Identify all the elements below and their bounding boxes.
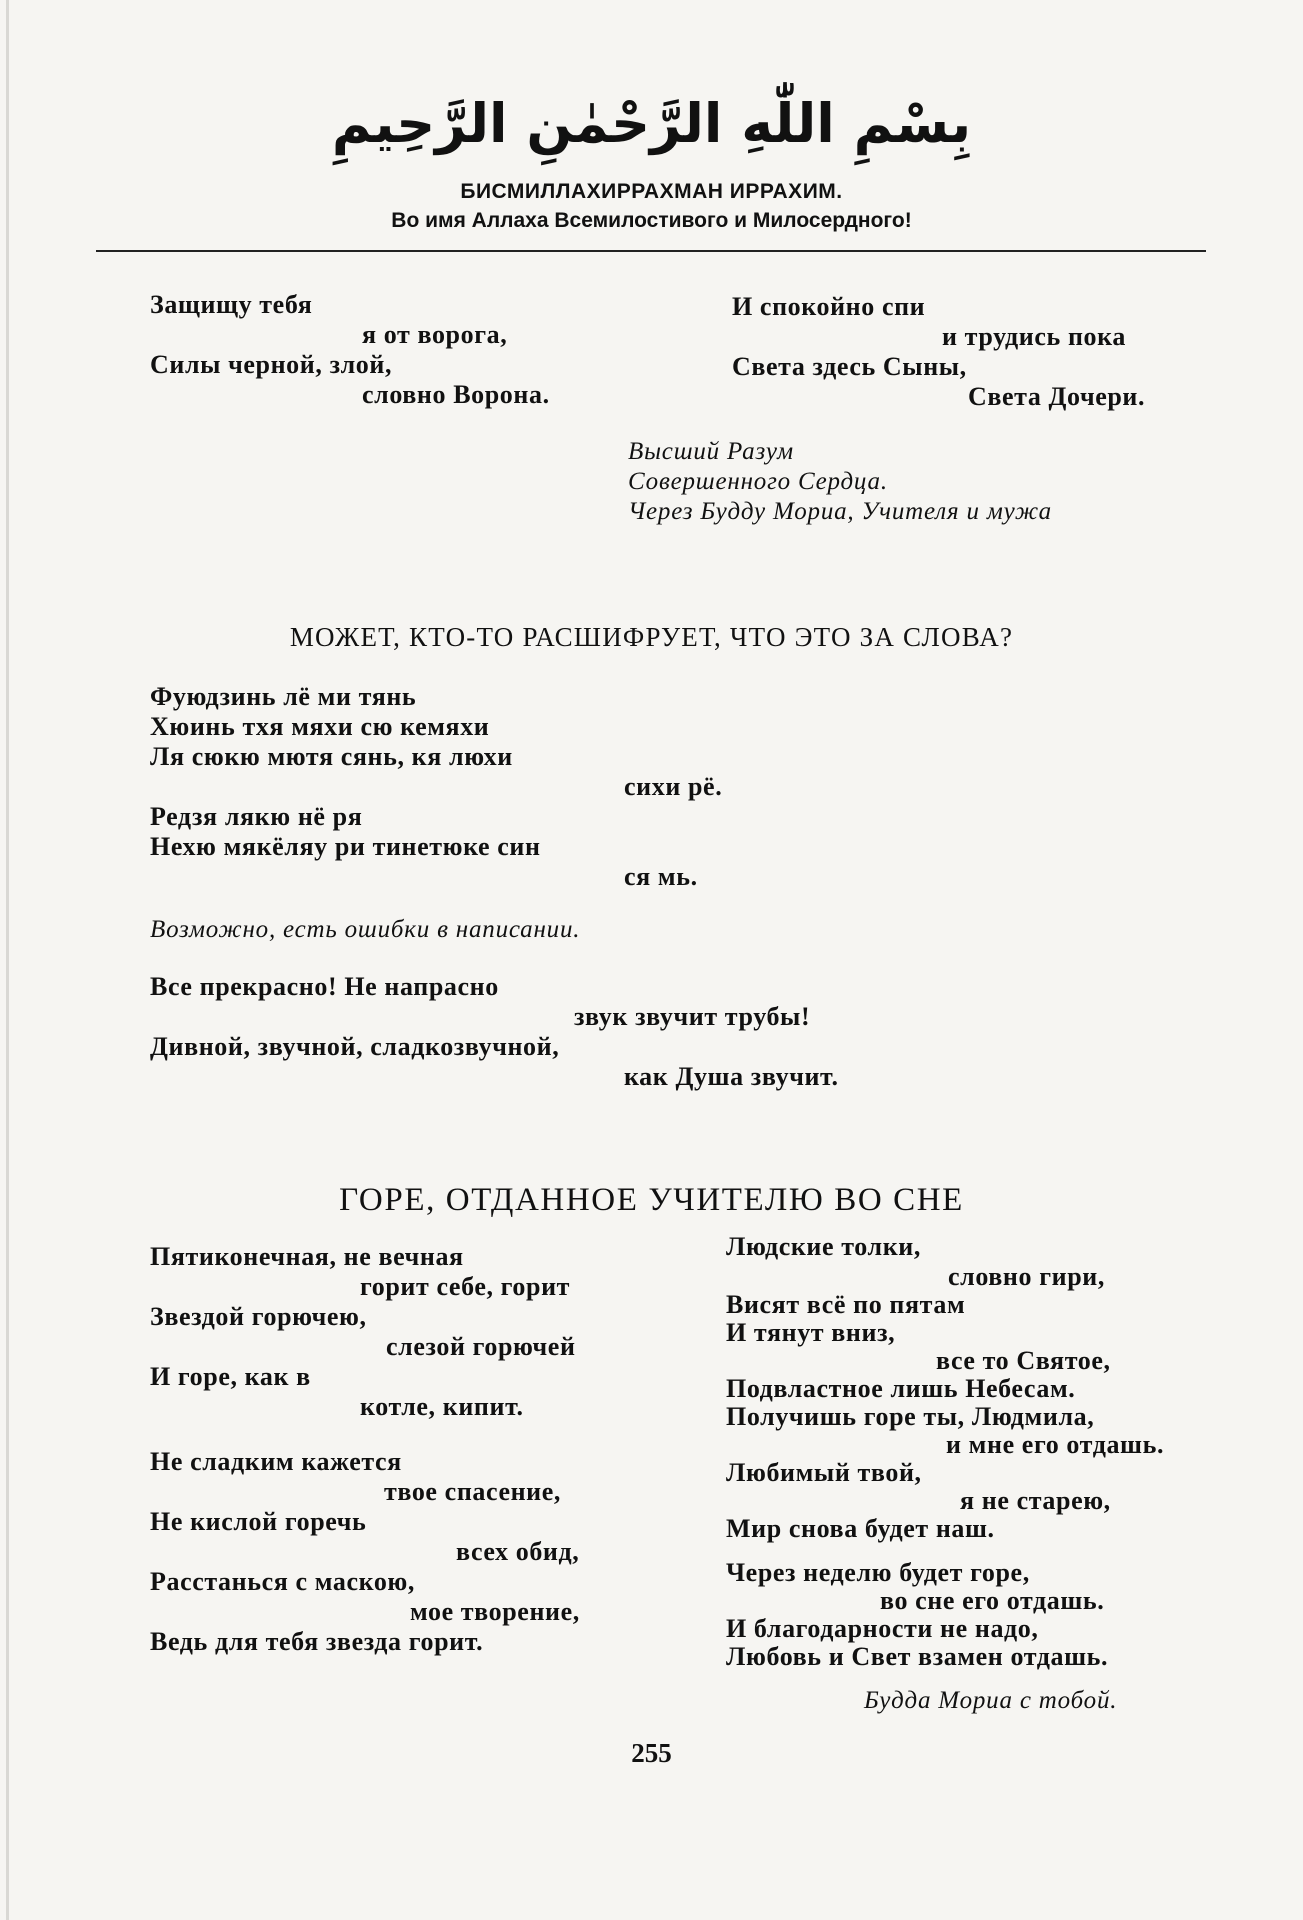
poem1-right-line: И спокойно спи — [732, 292, 926, 321]
poem3-right-line: Получишь горе ты, Людмила, — [726, 1402, 1095, 1431]
poem3-left-line: твое спасение, — [384, 1477, 561, 1506]
poem3-right-line: Подвластное лишь Небесам. — [726, 1374, 1076, 1403]
cipher-line: Ля сюкю мютя сянь, кя люхи — [150, 742, 513, 771]
poem3-right-line: И тянут вниз, — [726, 1318, 896, 1347]
poem3-right-line: Любимый твой, — [726, 1458, 922, 1487]
poem3-right-line: Висят всё по пятам — [726, 1290, 966, 1319]
poem1-signature-line: Высший Разум — [628, 438, 794, 465]
basmala-translation: Во имя Аллаха Всемилостивого и Милосердного! — [391, 209, 912, 232]
verse-line: как Душа звучит. — [624, 1062, 839, 1091]
header-divider — [96, 250, 1206, 252]
poem3-signature: Будда Мориа с тобой. — [864, 1687, 1118, 1714]
poem3-right-line: Мир снова будет наш. — [726, 1514, 995, 1543]
cipher-line: Нехю мякёляу ри тинетюке син — [150, 832, 541, 861]
verse-line: Дивной, звучной, сладкозвучной, — [150, 1032, 560, 1061]
poem1-left-line: Защищу тебя — [150, 290, 313, 319]
poem3-left-line: И горе, как в — [150, 1362, 311, 1391]
poem3-left-line: Не кислой горечь — [150, 1507, 367, 1536]
poem1-left-line: я от ворога, — [362, 320, 508, 349]
poem3-left-line: Ведь для тебя звезда горит. — [150, 1627, 484, 1656]
poem1-left-line: словно Ворона. — [362, 380, 550, 409]
poem3-left-line: Пятиконечная, не вечная — [150, 1242, 464, 1271]
cipher-line: ся мь. — [624, 862, 698, 891]
cipher-line: сихи рё. — [624, 772, 723, 801]
cipher-line: Фуюдзинь лё ми тянь — [150, 682, 417, 711]
poem3-left-line: котле, кипит. — [360, 1392, 524, 1421]
poem3-left-line: всех обид, — [456, 1537, 580, 1566]
verse-line: звук звучит трубы! — [574, 1002, 811, 1031]
poem3-left-line: мое творение, — [410, 1597, 580, 1626]
basmala-calligraphy: بِسْمِ اللّٰهِ الرَّحْمٰنِ الرَّحِيمِ — [331, 92, 972, 155]
verse-line: Все прекрасно! Не напрасно — [150, 972, 499, 1001]
poem3-left-line: Не сладким кажется — [150, 1447, 402, 1476]
poem3-left-line: Звездой горючею, — [150, 1302, 367, 1331]
poem1-right-line: и трудись пока — [942, 322, 1126, 351]
cipher-line: Редзя лякю нё ря — [150, 802, 363, 831]
poem3-right-line: все то Святое, — [936, 1346, 1111, 1375]
section-title: ГОРЕ, ОТДАННОЕ УЧИТЕЛЮ ВО СНЕ — [339, 1182, 964, 1218]
poem3-left-line: слезой горючей — [386, 1332, 576, 1361]
poem3-left-line: Расстанься с маскою, — [150, 1567, 416, 1596]
section-title: МОЖЕТ, КТО-ТО РАСШИФРУЕТ, ЧТО ЭТО ЗА СЛОВА? — [289, 622, 1014, 652]
spelling-note: Возможно, есть ошибки в написании. — [150, 916, 581, 943]
poem1-right-line: Света Дочери. — [968, 382, 1146, 411]
basmala-transliteration: БИСМИЛЛАХИРРАХМАН ИРРАХИМ. — [460, 180, 843, 203]
poem3-left-line: горит себе, горит — [360, 1272, 571, 1301]
poem1-right-line: Света здесь Сыны, — [732, 352, 967, 381]
poem1-signature-line: Через Будду Мориа, Учителя и мужа — [628, 498, 1052, 525]
poem3-right-line: я не старею, — [960, 1486, 1111, 1515]
poem3-right-line: Через неделю будет горе, — [726, 1558, 1030, 1587]
page-number: 255 — [631, 1738, 672, 1768]
poem1-left-line: Силы черной, злой, — [150, 350, 393, 379]
cipher-line: Хюинь тхя мяхи сю кемяхи — [150, 712, 490, 741]
poem3-right-line: Людские толки, — [726, 1232, 921, 1261]
poem3-right-line: Любовь и Свет взамен отдашь. — [726, 1642, 1109, 1671]
poem3-right-line: словно гири, — [948, 1262, 1105, 1291]
poem3-right-line: И благодарности не надо, — [726, 1614, 1039, 1643]
poem1-signature-line: Совершенного Сердца. — [628, 468, 888, 495]
scan-edge — [6, 0, 9, 1920]
poem3-right-line: и мне его отдашь. — [946, 1430, 1165, 1459]
poem3-right-line: во сне его отдашь. — [880, 1586, 1105, 1615]
